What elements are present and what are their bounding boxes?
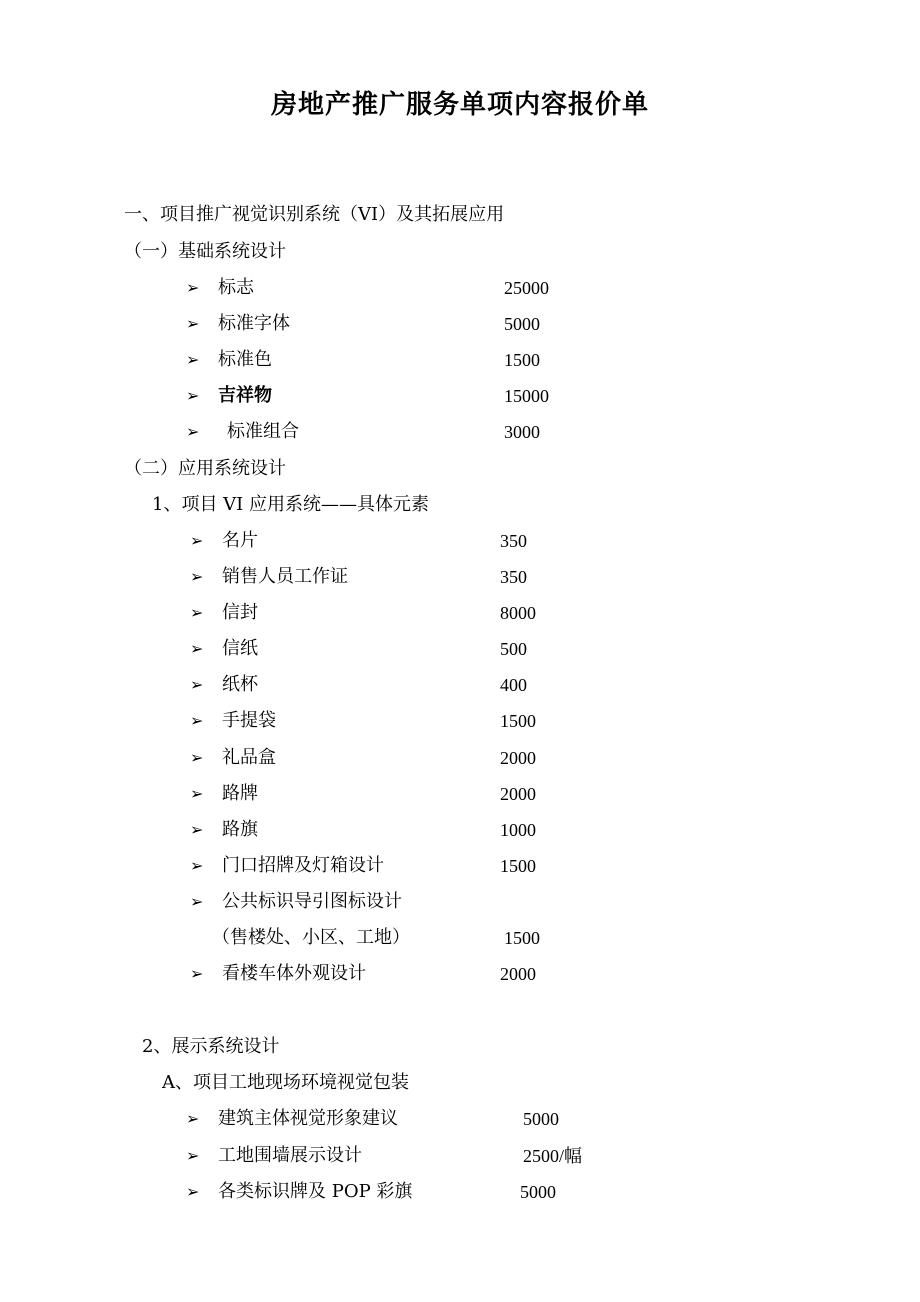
item-name: 标准组合	[227, 421, 299, 442]
item-name: 看楼车体外观设计	[222, 963, 366, 984]
arrow-bullet-icon: ➢	[190, 784, 204, 803]
arrow-bullet-icon: ➢	[190, 567, 204, 586]
item-price: 1500	[504, 350, 540, 370]
item-name: 名片	[222, 530, 258, 551]
arrow-bullet-icon: ➢	[190, 711, 204, 730]
page-title: 房地产推广服务单项内容报价单	[270, 90, 649, 120]
item-price: 2000	[500, 748, 536, 768]
item-price: 1500	[504, 928, 540, 948]
item-price: 2500/幅	[523, 1146, 583, 1166]
item-name: 手提袋	[222, 710, 276, 731]
arrow-bullet-icon: ➢	[190, 639, 204, 658]
item-price: 5000	[504, 314, 540, 334]
item-name: 路旗	[222, 819, 258, 840]
item-name: （售楼处、小区、工地）	[212, 927, 410, 948]
item-name: 标准色	[218, 349, 272, 370]
arrow-bullet-icon: ➢	[186, 1146, 200, 1165]
arrow-bullet-icon: ➢	[186, 278, 200, 297]
item-price: 5000	[520, 1182, 556, 1202]
arrow-bullet-icon: ➢	[190, 820, 204, 839]
item-name: 信封	[222, 602, 258, 623]
arrow-bullet-icon: ➢	[186, 422, 200, 441]
item-price: 3000	[504, 422, 540, 442]
arrow-bullet-icon: ➢	[190, 892, 204, 911]
section-1-heading: 一、项目推广视觉识别系统（VI）及其拓展应用	[124, 204, 505, 225]
item-price: 500	[500, 639, 527, 659]
arrow-bullet-icon: ➢	[190, 748, 204, 767]
display-system-heading: 2、展示系统设计	[142, 1036, 280, 1057]
item-price: 8000	[500, 603, 536, 623]
arrow-bullet-icon: ➢	[186, 1109, 200, 1128]
arrow-bullet-icon: ➢	[190, 531, 204, 550]
arrow-bullet-icon: ➢	[190, 675, 204, 694]
arrow-bullet-icon: ➢	[190, 856, 204, 875]
item-price: 350	[500, 567, 527, 587]
vi-application-heading: 1、项目 VI 应用系统——具体元素	[152, 494, 430, 515]
arrow-bullet-icon: ➢	[190, 964, 204, 983]
item-name: 销售人员工作证	[222, 566, 348, 587]
item-name: 门口招牌及灯箱设计	[222, 855, 384, 876]
item-name: 路牌	[222, 783, 258, 804]
item-name: 各类标识牌及 POP 彩旗	[218, 1181, 413, 1202]
item-name: 吉祥物	[218, 385, 272, 406]
item-name: 公共标识导引图标设计	[222, 891, 402, 912]
arrow-bullet-icon: ➢	[190, 603, 204, 622]
item-price: 2000	[500, 964, 536, 984]
item-price: 15000	[504, 386, 549, 406]
item-price: 1500	[500, 856, 536, 876]
item-name: 建筑主体视觉形象建议	[218, 1108, 398, 1129]
item-name: 礼品盒	[222, 747, 276, 768]
item-name: 工地围墙展示设计	[218, 1145, 362, 1166]
arrow-bullet-icon: ➢	[186, 350, 200, 369]
item-price: 350	[500, 531, 527, 551]
item-price: 2000	[500, 784, 536, 804]
item-price: 1000	[500, 820, 536, 840]
item-name: 纸杯	[222, 674, 258, 695]
basic-system-heading: （一）基础系统设计	[124, 241, 286, 262]
arrow-bullet-icon: ➢	[186, 314, 200, 333]
arrow-bullet-icon: ➢	[186, 386, 200, 405]
application-system-heading: （二）应用系统设计	[124, 458, 286, 479]
item-price: 25000	[504, 278, 549, 298]
item-name: 信纸	[222, 638, 258, 659]
arrow-bullet-icon: ➢	[186, 1182, 200, 1201]
item-name: 标志	[218, 277, 254, 298]
item-price: 1500	[500, 711, 536, 731]
item-price: 5000	[523, 1109, 559, 1129]
item-price: 400	[500, 675, 527, 695]
site-packaging-heading: A、项目工地现场环境视觉包装	[162, 1072, 409, 1093]
item-name: 标准字体	[218, 313, 290, 334]
